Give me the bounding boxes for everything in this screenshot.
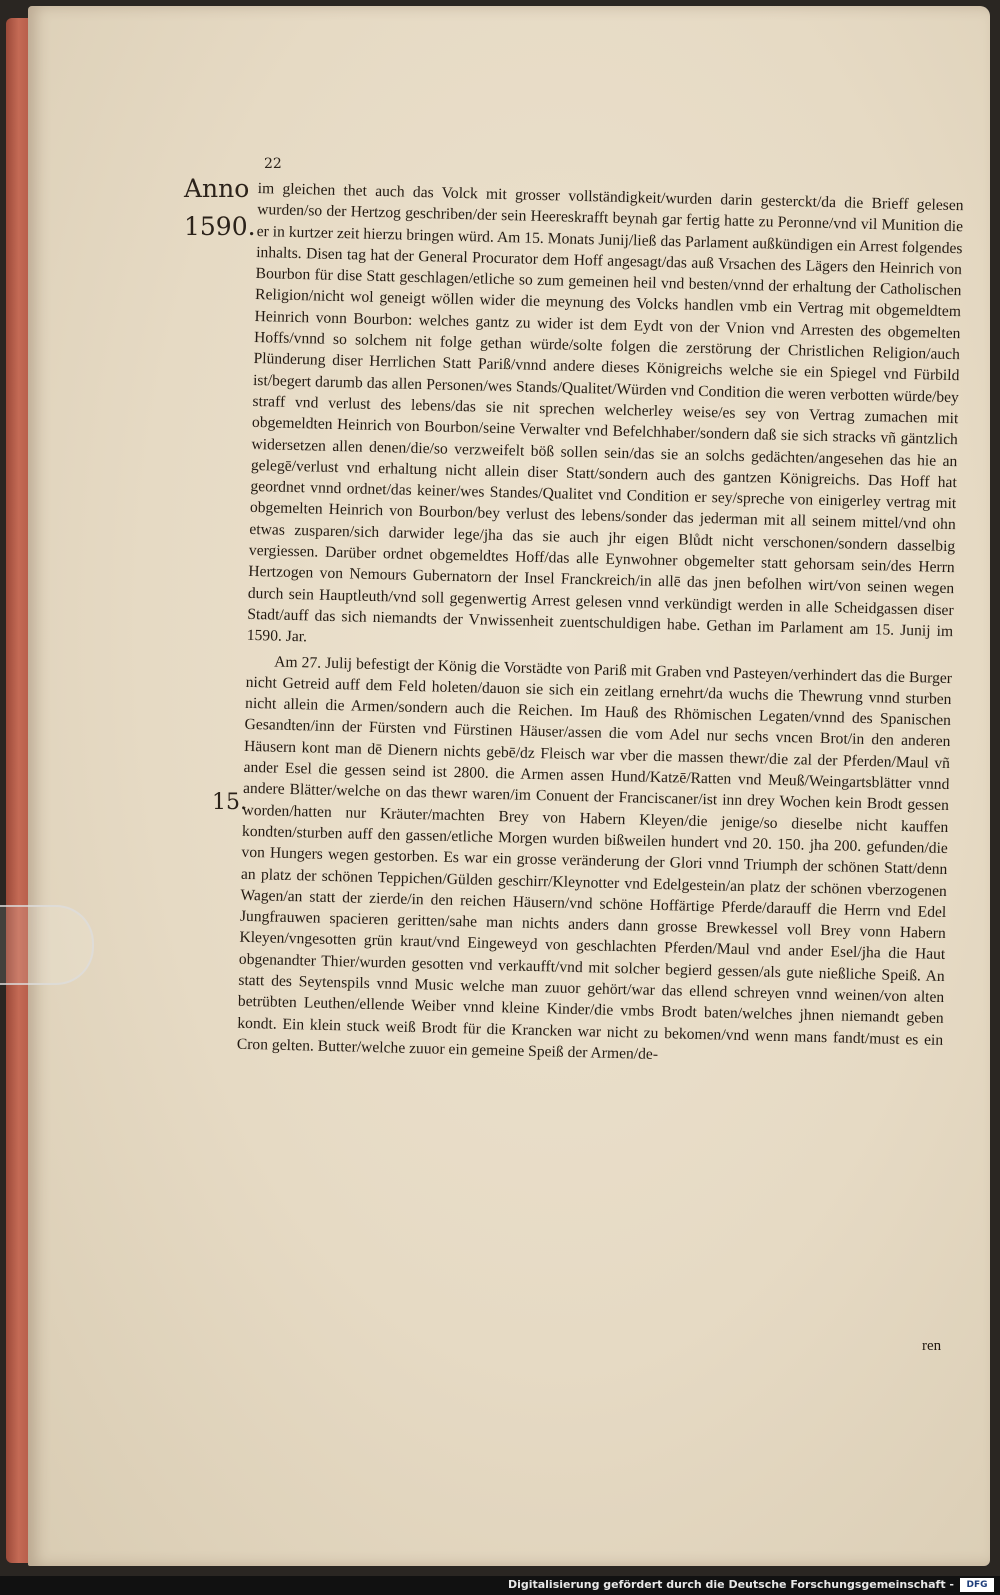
catchword: ren (922, 1338, 942, 1354)
funding-credit: Digitalisierung gefördert durch die Deutsche Forschungsgemeinschaft - (507, 1578, 954, 1591)
dfg-logo-icon: DFG (960, 1578, 994, 1592)
body-text (237, 178, 964, 1072)
footer-bar (0, 1576, 1000, 1595)
paragraph-famine: Am 27. Julij befestigt der König die Vorstädte von Pariß mit Graben vnd Pasteyen/verhindert das die Burger nicht Getreid auff dem Feld holeten/dauon sie sich ein zeitlang ernehrt/da wuchs die Thewrung vnnd sturben nicht allein die Armen/sondern auch die Reichen. Im Hauß des Rhömischen Legaten/vnnd des Spanischen Gesandten/inn der Fürsten vnd Fürstinen Häuser/assen die vom Adel nur sechs vncen Brot/in den anderen Häusern kont man dē Dienern nichts gebē/dz Fleisch war vber die massen thewr/die zal der Pferden/Maul vñ ander Esel die gessen seind ist 2800. die Armen assen Hund/Katzē/Ratten vnd Meuß/Weingartsblätter vnnd andere Blätter/welche on das thewr waren/im Conuent der Franciscaner/ist inn drey Wochen kein Brodt gessen worden/hatten nur Kräuter/machten Brey von Habern Kleyen/die jenige/so dieselbe nicht kauffen kondten/sturben auff den gassen/etliche Morgen wurden bißweilen hundert vnd 20. 150. jha 200. gefunden/die von Hungers wegen gestorben. Es war ein grosse veränderung der Glori vnnd Triumph der schönen Statt/denn an platz der schönen Teppichen/Gülden geschirr/Kleynotter vnd Edelgestein/an platz der schönen vberzogenen Wagen/an statt der zierde/in den reichen Häusern/vnd schöne Hoffärtige Pferde/darauff die Herrn vnd Edel Jungfrauwen spacieren geritten/sahe man nichts anders dann grosse Brewkessel voll Brey vonn Habern Kleyen/vngesotten grün kraut/vnd Eingeweyd von geschlachten Pferden/Maul vnd ander Esel/jha die Haut obgenandter Thier/wurden gesotten vnd verkaufft/vnd mit solcher begierd gessen/als gute nießliche Speiß. An statt des Seytenspils vnnd Music welche man zuuor gehört/war das ellend schreyen vnnd weinen/von alten betrübten Leuthen/ellende Weiber vnnd kleine Kinder/die vmbs Brodt baten/welches jhnen niemandt geben kondt. Ein klein stuck weiß Brodt für die Krancken war nicht zu bekomen/vnd wenn mans fandt/must es ein Cron gelten. Butter/welche zuuor ein gemeine Speiß der Armen/de- (236, 653, 953, 1063)
margin-note-year: Anno 1590. (184, 174, 256, 241)
paragraph-arrest: im gleichen thet auch das Volck mit grosser vollständigkeit/wurden darin gesterckt/da die Brieff gelesen wurden/so der Hertzog geschriben/der sein Heereskrafft beynah gar fertig hatte zu Peronne/vnd vil Munition die er in kurtzer zeit hierzu bringen würd. Am 15. Monats Junij/ließ das Parlament außkündigen ein Arrest folgendes inhalts. Disen tag hat der General Procurator dem Hoff angesagt/das auß Vrsachen des Lägers den Heinrich von Bourbon für dise Statt geschlagen/etliche so zum gemeinen heil vnd besten/vnnd der erhaltung der Catholischen Religion/nicht wol geneigt wöllen wider die meynung des Volcks handlen vmb ein Vertrag mit obgemeldtem Heinrich vonn Bourbon: welches gantz zu wider ist dem Eydt von der Vnion vnd Arresten des obgemelten Hoffs/vnnd so solchem nit folge gethan würde/solte folgen die zerstörung der Christlichen Religion/auch Plünderung diser Herrlichen Statt Pariß/vnnd andere dieses Königreichs welche sie ein Spiegel vnd Fürbild ist/begert darumb das allen Personen/wes Stands/Qualitet/Würden vnd Condition die weren verbotten würde/bey straff vnd verlust des lebens/das sie nit sprechen welcherley weise/es sey von Vertrag zumachen mit obgemeldten Heinrich von Bourbon/seine Verwalter vnd Befelchhaber/sondern daß sie sich stracks vñ gäntzlich widersetzen allen denen/die/so verzweifelt böß sollen sein/das sie an solchs gedächten/angesehen das hie an gelegē/verlust vnd erhaltung nicht allein diser Statt/sondern auch des gantzen Königreichs. Das Hoff hat geordnet vnnd ordnet/das keiner/wes Standes/Qualitet vnd Condition er sey/spreche von einigerley vertrag mit obgemelten Heinrich von Bourbon/bey verlust des lebens/sonder das jederman mit all seinem mittel/vnd ohn etwas zusparen/sich darwider lege/jha das sie auch jhr eigen Blůdt nicht verschonen/sondern dasselbig vergiessen. Darüber ordnet obgemeldtes Hoff/das alle Eynwohner obgemelter statt gehorsam sein/des Herrn Hertzogen von Nemours Gubernatorn der Insel Franckreich/in allē das jnen befolhen wirt/von seinen wegen durch sein Hauptleuth/vnd soll gegenwertig Arrest gelesen vnnd verkündigt werden in alle Scheidgassen diser Stadt/auff das sich niemandts der Vnwissenheit zuentschuldigen habe. Gethan im Parlament am 15. Junij im 1590. Jar. (246, 179, 964, 646)
margin-note-day: 15. (212, 790, 247, 815)
page-clip (0, 905, 94, 985)
page-number: 22 (264, 156, 282, 172)
